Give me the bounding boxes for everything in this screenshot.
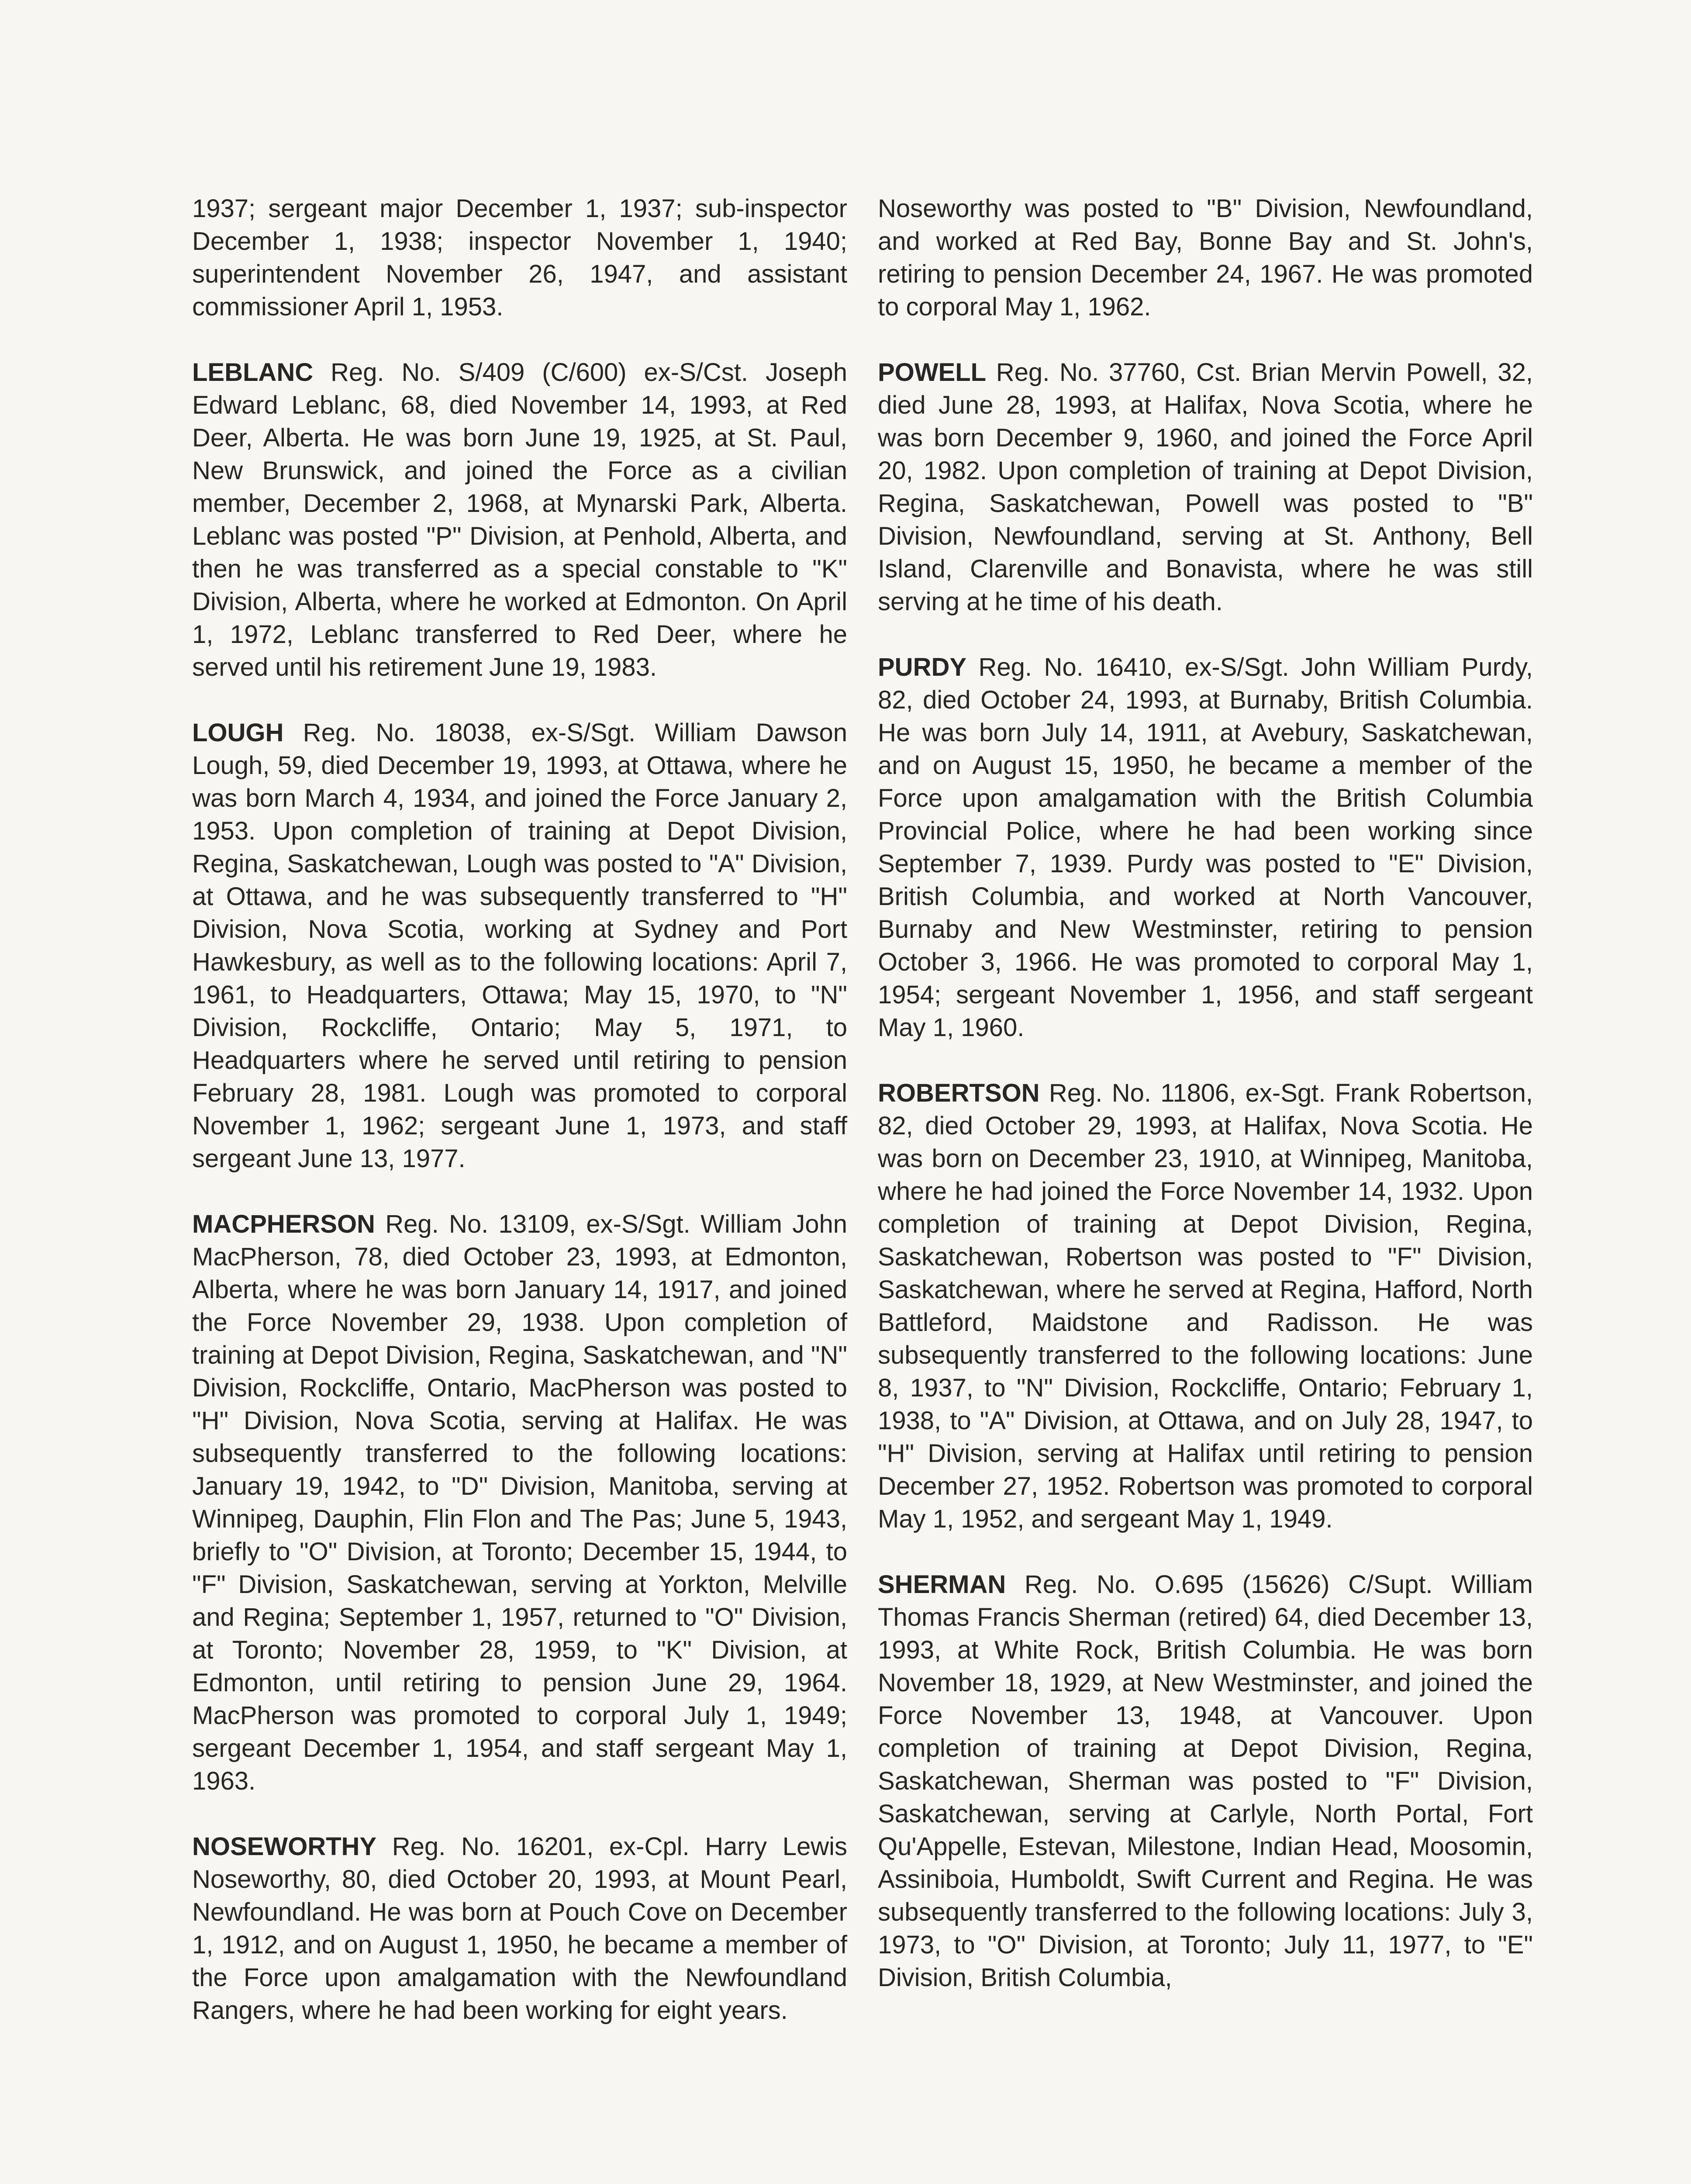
entry-text: Reg. No. 18038, ex-S/Sgt. William Dawson Lough, 59, died December 19, 1993, at Ottawa, where he was born March 4, 1934, and joined the Force January 2, 1953. Upon completion of training at Depot Division, Regina, Saskatchewan, Lough was posted to "A" Division, at Ottawa, and he was subsequently transferred to "H" Division, Nova Scotia, working at Sydney and Port Hawkesbury, as well as to the following locations: April 7, 1961, to Headquarters, Ottawa; May 15, 1970, to "N" Division, Rockcliffe, Ontario; May 5, 1971, to Headquarters where he served until retiring to pension February 28, 1981. Lough was promoted to corporal November 1, 1962; sergeant June 1, 1973, and staff sergeant June 13, 1977. [192, 719, 847, 1173]
entry-text: Reg. No. 16410, ex-S/Sgt. John William Purdy, 82, died October 24, 1993, at Burnaby, British Columbia. He was born July 14, 1911, at Avebury, Saskatchewan, and on August 15, 1950, he became a member of the Force upon amalgamation with the British Columbia Provincial Police, where he had been working since September 7, 1939. Purdy was posted to "E" Division, British Columbia, and worked at North Vancouver, Burnaby and New Westminster, retiring to pension October 3, 1966. He was promoted to corporal May 1, 1954; sergeant November 1, 1956, and staff sergeant May 1, 1960. [878, 653, 1533, 1042]
entry-text: Reg. No. 13109, ex-S/Sgt. William John MacPherson, 78, died October 23, 1993, at Edmonton, Alberta, where he was born January 14, 1917, and joined the Force November 29, 1938. Upon completion of training at Depot Division, Regina, Saskatchewan, and "N" Division, Rockcliffe, Ontario, MacPherson was posted to "H" Division, Nova Scotia, serving at Halifax. He was subsequently transferred to the following locations: January 19, 1942, to "D" Division, Manitoba, serving at Winnipeg, Dauphin, Flin Flon and The Pas; June 5, 1943, briefly to "O" Division, at Toronto; December 15, 1944, to "F" Division, Saskatchewan, serving at Yorkton, Melville and Regina; September 1, 1957, returned to "O" Division, at Toronto; November 28, 1959, to "K" Division, at Edmonton, until retiring to pension June 29, 1964. MacPherson was promoted to corporal July 1, 1949; sergeant December 1, 1954, and staff sergeant May 1, 1963. [192, 1210, 847, 1795]
entry-surname: POWELL [878, 358, 987, 387]
obituary-entry [878, 192, 1533, 323]
entry-text: Reg. No. O.695 (15626) C/Supt. William Thomas Francis Sherman (retired) 64, died December 13, 1993, at White Rock, British Columbia. He was born November 18, 1929, at New Westminster, and joined the Force November 13, 1948, at Vancouver. Upon completion of training at Depot Division, Regina, Saskatchewan, Sherman was posted to "F" Division, Saskatchewan, serving at Carlyle, North Portal, Fort Qu'Appelle, Estevan, Milestone, Indian Head, Moosomin, Assiniboia, Humboldt, Swift Current and Regina. He was subsequently transferred to the following locations: July 3, 1973, to "O" Division, at Toronto; July 11, 1977, to "E" Division, British Columbia, [878, 1570, 1533, 1992]
entry-text: Reg. No. S/409 (C/600) ex-S/Cst. Joseph Edward Leblanc, 68, died November 14, 1993, at Red Deer, Alberta. He was born June 19, 1925, at St. Paul, New Brunswick, and joined the Force as a civilian member, December 2, 1968, at Mynarski Park, Alberta. Leblanc was posted "P" Division, at Penhold, Alberta, and then he was transferred as a special constable to "K" Division, Alberta, where he worked at Edmonton. On April 1, 1972, Leblanc transferred to Red Deer, where he served until his retirement June 19, 1983. [192, 358, 847, 681]
entry-surname: NOSEWORTHY [192, 1832, 377, 1861]
obituary-entry [192, 1830, 847, 2027]
entry-text: Noseworthy was posted to "B" Division, Newfoundland, and worked at Red Bay, Bonne Bay and St. John's, retiring to pension December 24, 1967. He was promoted to corporal May 1, 1962. [878, 194, 1533, 321]
entry-surname: PURDY [878, 653, 967, 681]
obituary-entry [878, 1568, 1533, 1994]
obituary-entry [878, 1077, 1533, 1535]
entry-text: Reg. No. 11806, ex-Sgt. Frank Robertson, 82, died October 29, 1993, at Halifax, Nova Scotia. He was born on December 23, 1910, at Winnipeg, Manitoba, where he had joined the Force November 14, 1932. Upon completion of training at Depot Division, Regina, Saskatchewan, Robertson was posted to "F" Division, Saskatchewan, where he served at Regina, Hafford, North Battleford, Maidstone and Radisson. He was subsequently transferred to the following locations: June 8, 1937, to "N" Division, Rockcliffe, Ontario; February 1, 1938, to "A" Division, at Ottawa, and on July 28, 1947, to "H" Division, serving at Halifax until retiring to pension December 27, 1952. Robertson was promoted to corporal May 1, 1952, and sergeant May 1, 1949. [878, 1079, 1533, 1533]
obituary-entry [878, 651, 1533, 1044]
obituary-entry [192, 356, 847, 684]
entry-text: Reg. No. 16201, ex-Cpl. Harry Lewis Noseworthy, 80, died October 20, 1993, at Mount Pearl, Newfoundland. He was born at Pouch Cove on December 1, 1912, and on August 1, 1950, he became a member of the Force upon amalgamation with the Newfoundland Rangers, where he had been working for eight years. [192, 1832, 847, 2025]
entry-text: Reg. No. 37760, Cst. Brian Mervin Powell, 32, died June 28, 1993, at Halifax, Nova Scotia, where he was born December 9, 1960, and joined the Force April 20, 1982. Upon completion of training at Depot Division, Regina, Saskatchewan, Powell was posted to "B" Division, Newfoundland, serving at St. Anthony, Bell Island, Clarenville and Bonavista, where he was still serving at he time of his death. [878, 358, 1533, 616]
obituary-entry [192, 1208, 847, 1797]
entry-surname: MACPHERSON [192, 1210, 375, 1238]
right-column [878, 192, 1533, 2027]
obituary-entry [878, 356, 1533, 618]
obituary-entry [192, 192, 847, 323]
left-column [192, 192, 847, 2060]
obituary-entry [192, 716, 847, 1175]
entry-text: 1937; sergeant major December 1, 1937; sub-inspector December 1, 1938; inspector November 1, 1940; superintendent November 26, 1947, and assistant commissioner April 1, 1953. [192, 194, 847, 321]
entry-surname: LEBLANC [192, 358, 314, 387]
entry-surname: ROBERTSON [878, 1079, 1040, 1107]
entry-surname: LOUGH [192, 719, 284, 747]
entry-surname: SHERMAN [878, 1570, 1006, 1599]
